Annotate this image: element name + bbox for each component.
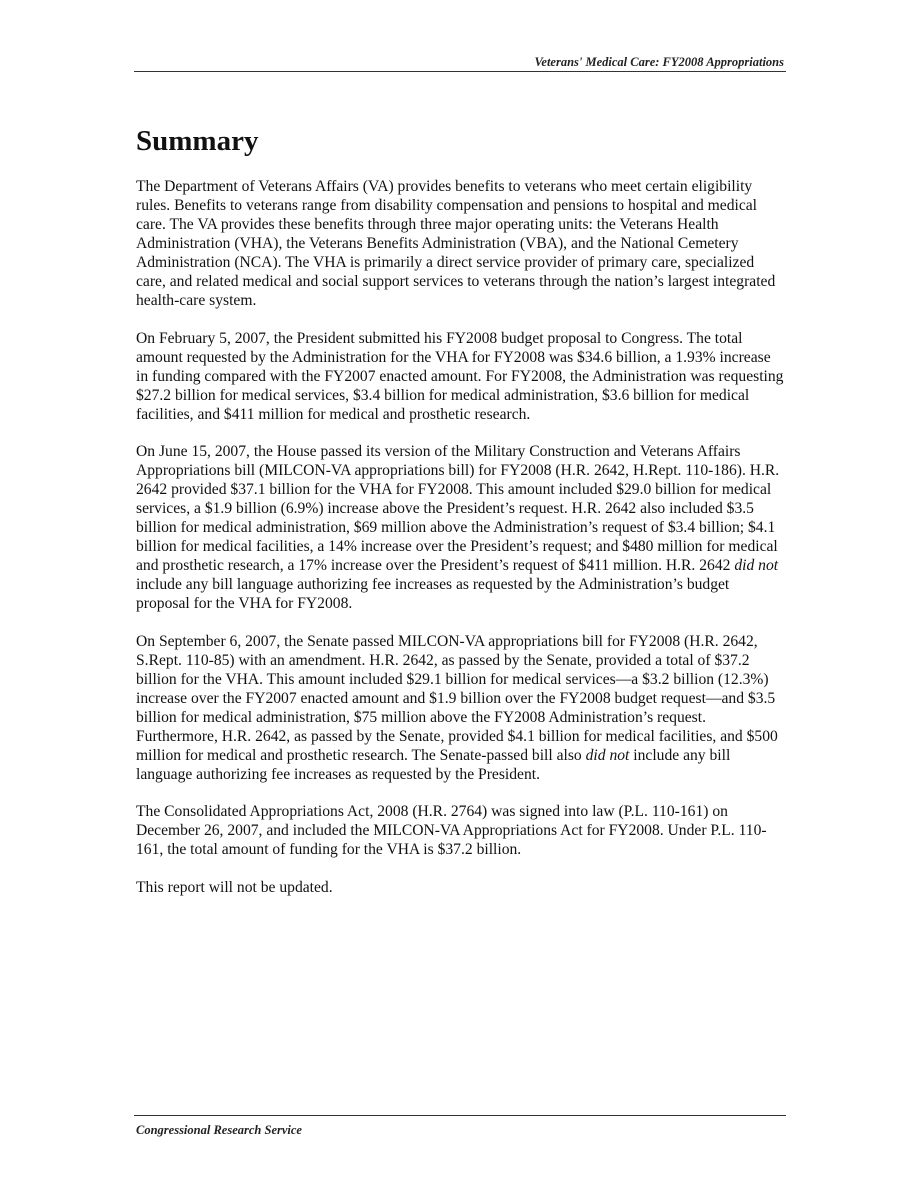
summary-paragraph (136, 442, 786, 613)
paragraph-text: On September 6, 2007, the Senate passed MILCON-VA appropriations bill for FY2008 (H.R. 2642, S.Rept. 110-85) with an amendment. H.R. 2642, as passed by the Senate, provided a total of $37.2 billion for the VHA. This amount included $29.1 billion for medical services—a $3.2 billion (12.3%) increase over the FY2007 enacted amount and $1.9 billion over the FY2008 budget request—and $3.5 billion for medical administration, $75 million above the FY2008 Administration’s request. Furthermore, H.R. 2642, as passed by the Senate, provided $4.1 billion for medical facilities, and $500 million for medical and prosthetic research. The Senate-passed bill also (136, 632, 778, 764)
paragraph-text: This report will not be updated. (136, 878, 333, 896)
running-footer (134, 1115, 786, 1138)
summary-paragraph (136, 632, 786, 784)
summary-paragraph (136, 878, 786, 897)
emphasis-text: did not (585, 746, 630, 764)
running-header-title: Veterans' Medical Care: FY2008 Appropriations (534, 55, 784, 69)
summary-paragraph (136, 802, 786, 859)
paragraph-text: On June 15, 2007, the House passed its version of the Military Construction and Veterans Affairs Appropriations bill (MILCON-VA appropriations bill) for FY2008 (H.R. 2642, H.Rept. 110-186). H.R. 2642 provided $37.1 billion for the VHA for FY2008. This amount included $29.0 billion for medical services, a $1.9 billion (6.9%) increase above the President’s request. H.R. 2642 also included $3.5 billion for medical administration, $69 million above the Administration’s request of $3.4 billion; $4.1 billion for medical facilities, a 14% increase over the President’s request; and $480 million for medical and prosthetic research, a 17% increase over the President’s request of $411 million. H.R. 2642 (136, 443, 780, 574)
paragraph-text: On February 5, 2007, the President submitted his FY2008 budget proposal to Congress. The total amount requested by the Administration for the VHA for FY2008 was $34.6 billion, a 1.93% increase in funding compared with the FY2007 enacted amount. For FY2008, the Administration was requesting $27.2 billion for medical services, $3.4 billion for medical administration, $3.6 billion for medical facilities, and $411 million for medical and prosthetic research. (136, 329, 784, 423)
summary-paragraph (136, 177, 786, 310)
page-title: Summary (136, 125, 259, 157)
running-header (134, 54, 786, 72)
footer-organization: Congressional Research Service (136, 1123, 302, 1137)
paragraph-text: include any bill language authorizing fee increases as requested by the Administration’s budget proposal for the VHA for FY2008. (136, 576, 730, 612)
summary-paragraph (136, 329, 786, 424)
paragraph-text: The Department of Veterans Affairs (VA) provides benefits to veterans who meet certain eligibility rules. Benefits to veterans range from disability compensation and pensions to hospital and medical care. The VA provides these benefits through three major operating units: the Veterans Health Administration (VHA), the Veterans Benefits Administration (VBA), and the National Cemetery Administration (NCA). The VHA is primarily a direct service provider of primary care, specialized care, and related medical and social support services to veterans through the nation’s largest integrated health-care system. (136, 178, 776, 309)
emphasis-text: did not (734, 557, 779, 574)
summary-body (136, 177, 786, 915)
paragraph-text: include any bill language authorizing fee increases as requested by the President. (136, 746, 731, 783)
paragraph-text: The Consolidated Appropriations Act, 2008 (H.R. 2764) was signed into law (P.L. 110-161) on December 26, 2007, and included the MILCON-VA Appropriations Act for FY2008. Under P.L. 110-161, the total amount of funding for the VHA is $37.2 billion. (136, 803, 767, 858)
